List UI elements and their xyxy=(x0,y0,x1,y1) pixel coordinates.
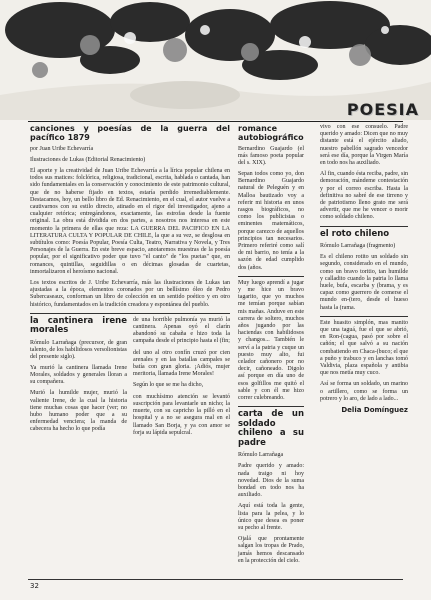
divider xyxy=(320,316,408,317)
divider xyxy=(30,313,230,314)
stanza: del uno al otro confín cruzó por cien arenales y en las batallas campales se batía con gran gloria. ¡Adiós, mujer meritoria, llamada Irene Morales! xyxy=(133,349,230,378)
stanza: Padre querido y amado: nada traigo ni hoy novedad. Dios de la suma bondad en todo nos ha auxiliado. xyxy=(238,463,304,499)
section-title: POESIA xyxy=(346,100,419,119)
poem-column-right xyxy=(133,317,230,441)
paragraph: El aporte y la creatividad de Juan Uribe Echevarría a la lírica popular chilena en todos sus matices: folclórica, religiosa, tradicional, escrita, hablada o cantada, han sido fundamentales en la conservación y conocimiento de este patrimonio cultural, que de no haberse fijado en textos, estaría perdido irremediablemente. Destacamos, hoy, un bello libro de Ed. Renacimiento, en el cual, el autor vuelve a cautivarnos con su estilo directo, atinado en el rigor del investigador, ajeno a cualquier retórica; entregándonos, exactamente, las estrofas desde la fuente original. La obra está dividida en dos partes, a nosotros nos interesa en este momento la primera de ellas que reza: LA GUERRA DEL PACIFICO EN LA LITERATURA CULTA Y POPULAR DE CHILE, la que a su vez, se desglosa en subtítulos como: Poesía Popular, Poesía Culta, Teatro, Narrativa y Novela, y Tres Personajes de la Guerra. En este breve espacio, anotaremos muestras de la poesía popular, por el significativo poder que tuvo "el canto" de "los puetas" que, en romances, quintillas, seguidillas o en décimas glosadas de cuartetas, inmortalizaron el heroísmo nacional. xyxy=(30,168,230,275)
poem-title: el roto chileno xyxy=(320,228,390,239)
stanza: vivo con ese consuelo. Padre querido y amado: Dicen que no muy distante está el ejército aliado, nuestro pabellón sagrado vencedor será ese día, porque la Virgen María en todo nos ha auxiliado. xyxy=(320,124,408,167)
article-byline: por Juan Uribe Echevarría xyxy=(30,146,94,152)
stanza: Este huasito simplón, mas manito que una taguá, fue el que se abrió, en Ron-(cagua, pasó por sobre el cañón; el que salvó a su nación combatiendo en Chaca-(buco; el que a puño y trabuco y en lanchas tomó Valdivia, plaza española y antibia que nos metía muy cuco. xyxy=(320,319,408,377)
page-number: 32 xyxy=(30,582,39,590)
divider xyxy=(238,276,304,277)
stanza: Sepan todos como yo, don Bernardino Guajardo natural de Peleguén y en Malloa bautizado voy a referir mi historia en unos rasgos biográficos, no como los publicistas o eminentes matemáticos, porque carezco de aquellos principios tan necesarios. Primero referiré como salí de mi barrio, no tenía a la sazón de edad cumplido dos (años. xyxy=(238,171,304,271)
divider xyxy=(320,226,408,227)
column-right xyxy=(320,124,408,414)
stanza: Muy luego aprendí a jugar y me hice un bravo tagarito, que yo muchos me temían porque sabían mis mañas. Anduve en este carrera de soltero, muchos años jugando por las haciendas con habilidosos y changos... También le serví a la patria y cuque un puesto muy alto, fui celador cañonero por no decir, cañoneado. Digolo así porque en día uno de esos golfillos me quitó el sable y con él me hizo correr culebreando. xyxy=(238,279,304,402)
article-title: canciones y poesías de la guerra del pacífico 1879 xyxy=(30,124,230,142)
poem-block xyxy=(30,317,230,441)
divider xyxy=(238,406,304,407)
stanza: Según lo que se me ha dicho, xyxy=(133,382,204,389)
poem-title: la cantinera irene morales xyxy=(30,315,127,336)
stanza: de una horrible pulmonía ya murió la cantinera. Apenas oyó el clarín abandonó su cabaña e hizo toda la campaña desde el principio hasta el (fin; xyxy=(133,316,230,345)
top-rule xyxy=(28,121,403,122)
bottom-rule xyxy=(28,579,403,580)
poem-column-left xyxy=(30,317,127,441)
poem-byline: Rómulo Larrañaga (fragmento) xyxy=(320,243,396,250)
stanza: Ojalá que prontamente salgan los tropas de Prado, jamás hemos descansado en la protección del cielo. xyxy=(238,536,304,564)
stanza: Así se forma un soldado, un marino o artillero, como se forma un potrero y lo aro, de lado a lado... xyxy=(320,381,408,402)
column-middle xyxy=(238,124,304,569)
article-credit: Ilustraciones de Lukas (Editorial Renacimiento) xyxy=(30,157,146,163)
column-left xyxy=(30,124,230,441)
stanza: Es el chileno rotito un soldado sin segundo, considerado en el mundo, como un bravo toritio, tan humilde y calladito cuando la patria lo llama huele, bufa, escarba y (brama, y es capaz como guerrero de comerse el mundo en-(tero, desde el hueso hasta la (rama. xyxy=(320,254,408,311)
stanza: Al fin, cuando ésta reciba, padre, sin demoración, mándeme contestación y por el correo escriba. Hasta la definitiva no sabré de ese tirreno y de patriotismo lleno grato me será advertir, que me he vencer o morir como soldado chileno. xyxy=(320,171,408,221)
poem-byline: Rómulo Larrañaga xyxy=(238,452,284,459)
poem-title: carta de un soldado chileno a su padre xyxy=(238,409,304,448)
paragraph: Los textos escritos de J. Uribe Echevarría, más las ilustraciones de Lukas tan ajustadas a la época, elementos coronados por un bellísimo óleo de Pedro Subercaseaux, conforman un libro de colección en un sentido poético y en otro histórico, fundamentados en la tradición creadora y espontánea del pueblo. xyxy=(30,280,230,308)
stanza: Aquí está toda la gente, lista para la pelea, y lo único que desea es poner su pecho al frente. xyxy=(238,503,304,531)
stanza: Ya murió la cantinera llamada Irene Morales, soldados y generales lloran a su compañera. xyxy=(30,364,127,386)
stanza: con muchísimo atención se levantó suscripción para levantarle un nicho; la muerte, con su capricho la pilló en el hospital y a no se asegura mal en el llamado San Borja, y ya con amor se forja su lápida sepulcral. xyxy=(133,393,230,436)
stanza: Murió la humilde mujer, murió la valiente Irene, de la cual la historia tiene muchas cosas que hacer (ver; no hubo humano poder que a su enfermedad venciera; la manda de cabecera ha hecho lo que podía xyxy=(30,390,127,433)
poem-title: romance autobiográfico xyxy=(238,124,304,142)
author-signature: Delia Domínguez xyxy=(341,406,408,414)
poem-credit: Rómulo Larrañaga (precursor, de gran talento, de los habilidosos versolionistas del presente siglo). xyxy=(30,339,127,360)
poem-byline: Bernardino Guajardo (el más famoso poeta popular del s. XIX). xyxy=(238,146,304,166)
